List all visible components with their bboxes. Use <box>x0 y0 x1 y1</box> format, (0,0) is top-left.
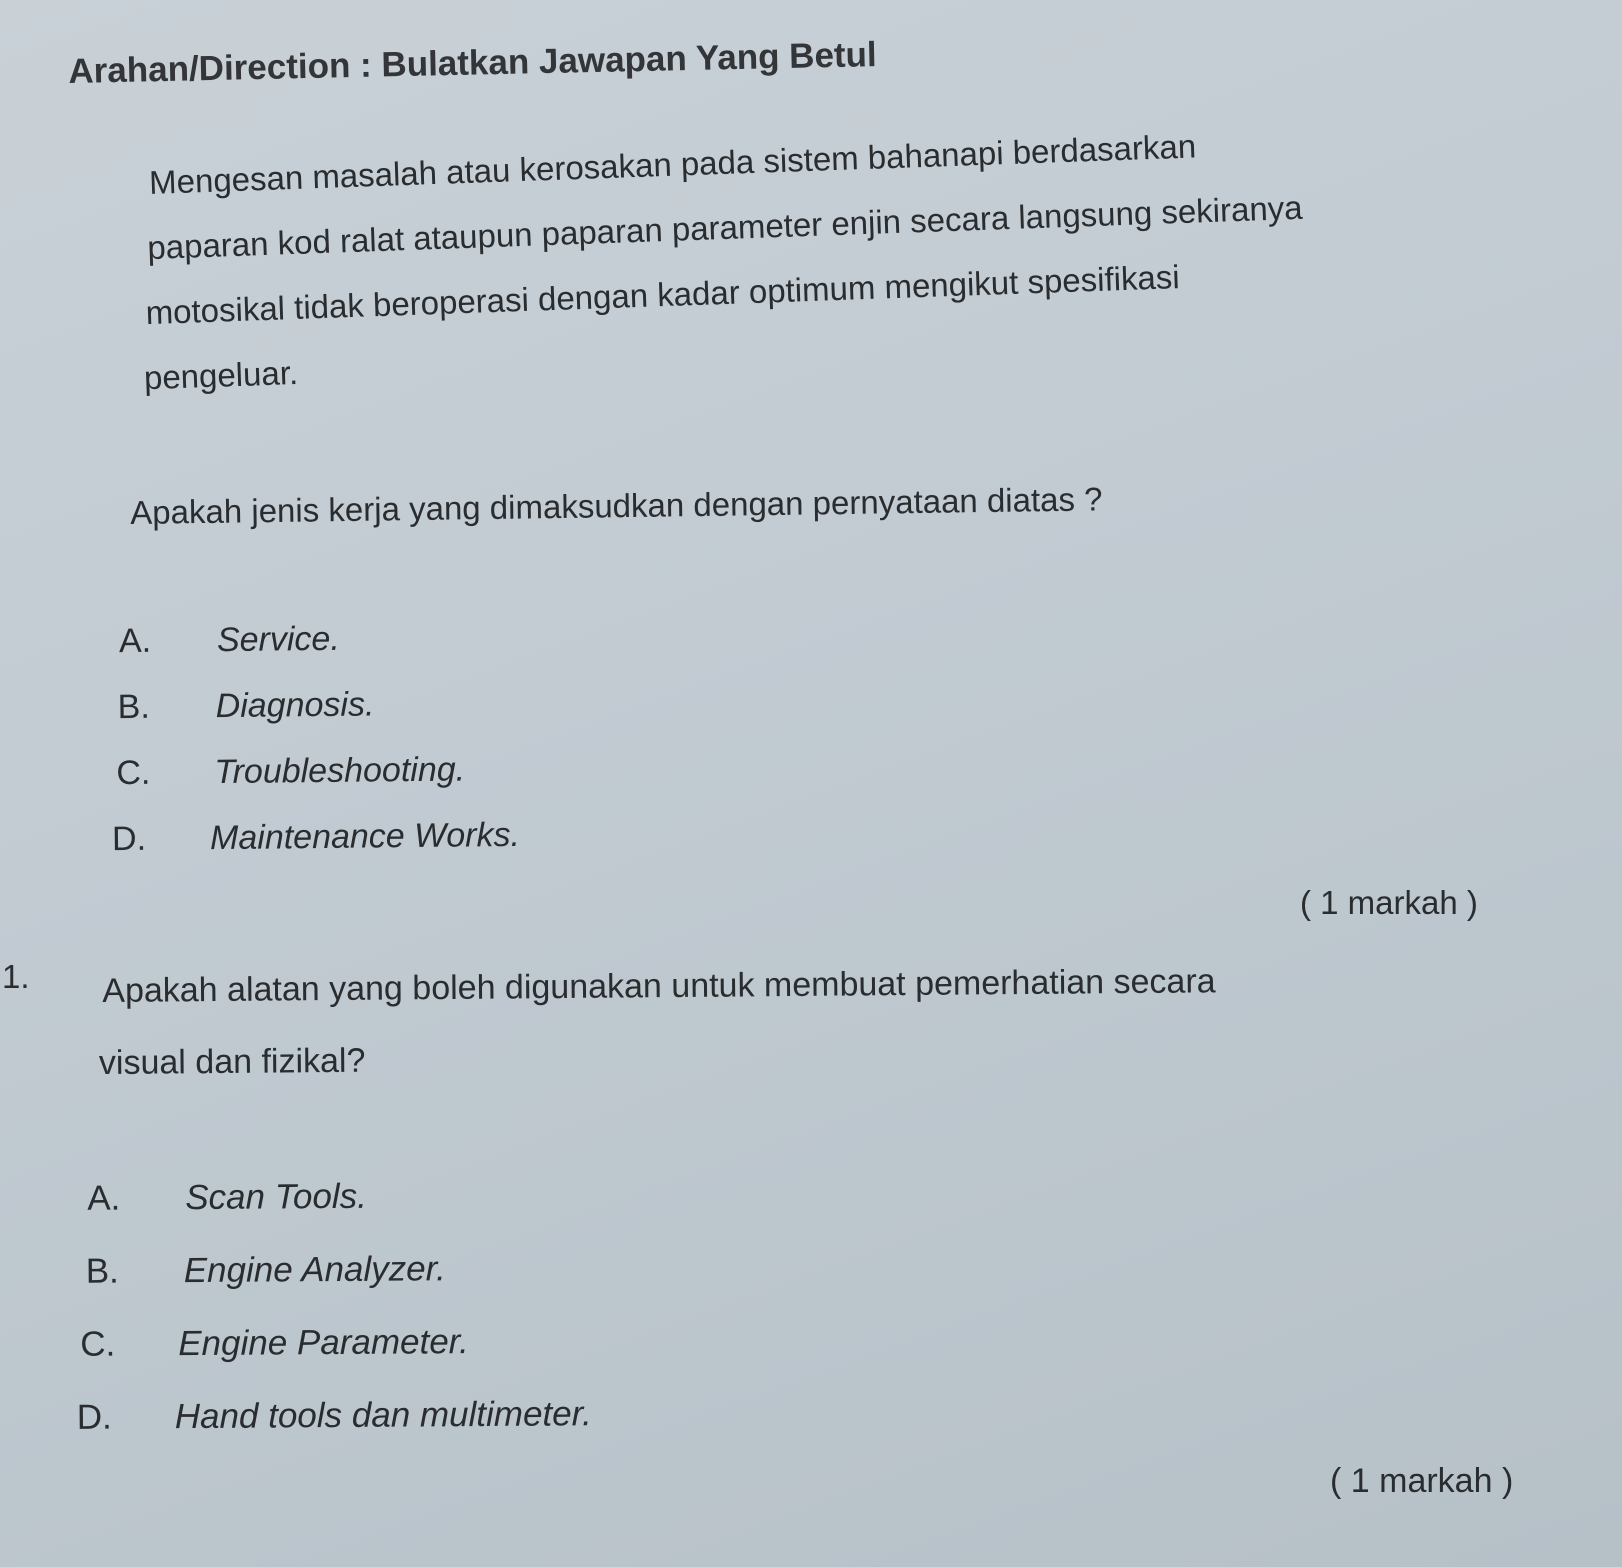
option-letter: C. <box>116 753 151 793</box>
answer-options <box>111 604 521 872</box>
answer-options <box>76 1158 592 1454</box>
option-letter: A. <box>118 621 152 661</box>
option-text: Hand tools dan multimeter. <box>174 1394 592 1437</box>
answer-option[interactable] <box>117 670 519 740</box>
answer-option[interactable] <box>112 802 521 872</box>
option-text: Maintenance Works. <box>209 815 521 858</box>
option-text: Service. <box>216 619 340 660</box>
answer-option[interactable] <box>119 604 519 674</box>
option-text: Engine Analyzer. <box>183 1249 446 1291</box>
question-line: visual dan fizikal? <box>98 1041 366 1083</box>
option-letter: D. <box>111 819 147 859</box>
option-text: Scan Tools. <box>185 1176 367 1218</box>
option-letter: B. <box>85 1251 119 1291</box>
passage-line: paparan kod ralat ataupun paparan parameter enjin secara langsung sekiranya <box>146 188 1304 267</box>
mark-label: ( 1 markah ) <box>1300 884 1478 921</box>
option-text: Engine Parameter. <box>178 1322 469 1364</box>
mark-label: ( 1 markah ) <box>1330 1462 1514 1500</box>
passage-line: Mengesan masalah atau kerosakan pada sistem bahanapi berdasarkan <box>148 127 1197 201</box>
passage-line: motosikal tidak beroperasi dengan kadar optimum mengikut spesifikasi <box>145 258 1181 332</box>
answer-option[interactable] <box>77 1377 592 1454</box>
option-letter: C. <box>80 1324 116 1364</box>
option-text: Troubleshooting. <box>214 750 466 792</box>
passage-line: pengeluar. <box>143 353 299 397</box>
answer-option[interactable] <box>116 736 520 806</box>
question-text: Apakah jenis kerja yang dimaksudkan dengan pernyataan diatas ? <box>130 480 1103 531</box>
direction-heading: Arahan/Direction : Bulatkan Jawapan Yang Betul <box>68 35 878 91</box>
passage <box>143 101 1556 410</box>
answer-option[interactable] <box>80 1304 591 1381</box>
answer-option[interactable] <box>87 1158 590 1235</box>
question-line: Apakah alatan yang boleh digunakan untuk membuat pemerhatian secara <box>102 962 1216 1010</box>
answer-option[interactable] <box>85 1231 590 1308</box>
option-letter: A. <box>87 1178 121 1218</box>
option-text: Diagnosis. <box>215 685 375 726</box>
option-letter: B. <box>117 687 150 727</box>
option-letter: D. <box>76 1397 112 1437</box>
question-number: 1. <box>2 958 30 995</box>
question-text <box>98 945 1217 1099</box>
